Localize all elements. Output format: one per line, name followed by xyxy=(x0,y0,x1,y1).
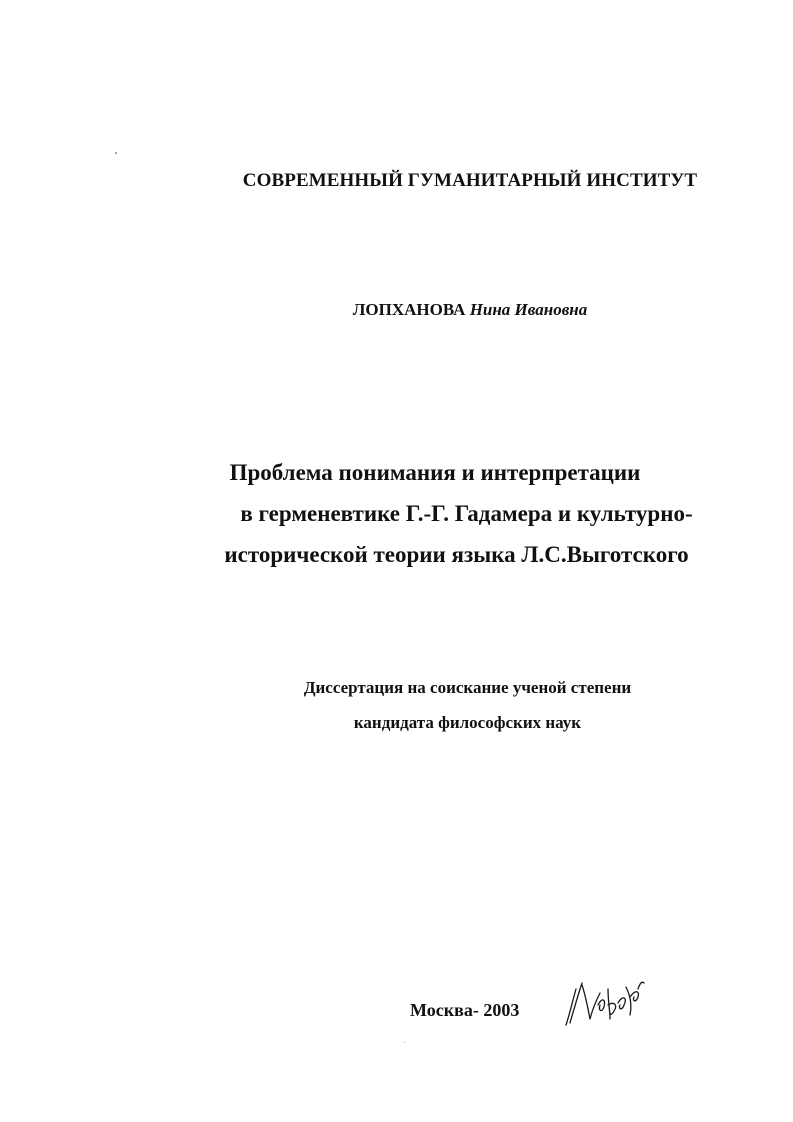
degree-line-2: кандидата философских наук xyxy=(353,713,582,732)
scan-speck xyxy=(115,152,117,154)
title-line-2: в герменевтике Г.-Г. Гадамера и культурно- xyxy=(240,501,693,526)
degree-line-1: Диссертация на соискание ученой степени xyxy=(303,678,632,697)
handwritten-signature xyxy=(560,975,650,1035)
author-name xyxy=(75,300,793,320)
scan-speck xyxy=(404,1042,405,1043)
city-year: Москва- 2003 xyxy=(410,1000,520,1020)
author-surname: ЛОПХАНОВА xyxy=(352,300,466,319)
author-given-names: Нина Ивановна xyxy=(469,300,588,319)
title-line-1: Проблема понимания и интерпретации xyxy=(229,460,641,485)
title-line-3: исторической теории языка Л.С.Выготского xyxy=(224,542,689,567)
institute-name: СОВРЕМЕННЫЙ ГУМАНИТАРНЫЙ ИНСТИТУТ xyxy=(242,170,698,191)
